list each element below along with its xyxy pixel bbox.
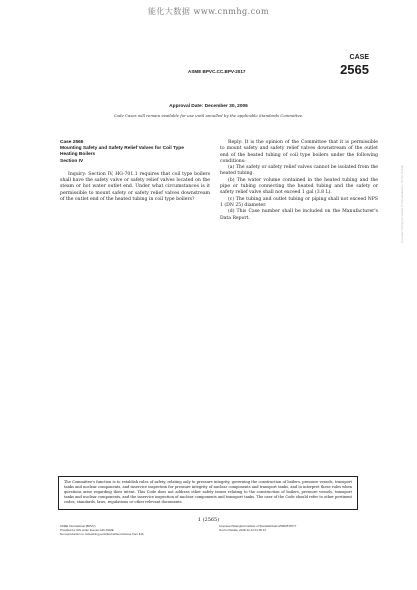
condition-d: (d) This Case number shall be included on the Manufacturer's Data Report. <box>220 209 378 221</box>
legal-right-line: Not for Resale, 2018-12-14 01:05:31 <box>219 527 266 532</box>
annulment-note: Code Cases will remain available for use until annulled by the applicable Standards Committee. <box>113 113 304 118</box>
reply-paragraph: Reply: It is the opinion of the Committee that it is permissible to mount safety and safety relief valves downstream of the outlet end of the heated tubing of coil type boilers under the following conditions: <box>220 140 378 164</box>
legal-left-line: ASME International (BPVC) <box>60 524 96 528</box>
legal-left-line: Provided by IHS under license with ASME <box>60 527 114 532</box>
case-title-subject-cont: Heating Boilers <box>60 152 96 158</box>
case-title-subject: Mounting Safety and Safety Relief Valves for Coil Type <box>60 146 184 152</box>
condition-b: (b) The water volume contained in the heated tubing and the pipe or tubing connecting the heated tubing and the safety or safety relief valve shall not exceed 1 gal (3.8 L). <box>220 177 378 196</box>
inquiry-paragraph: Inquiry: Section IV, HG-701.1 requires that coil type boilers shall have the safety valve or safety relief valves located on the steam or hot water outlet end. Under what circumstances is it permissible to mount safety or safety relief valves downstream of the outlet end of the heated tubing in coil type boilers? <box>60 171 210 202</box>
committee-notice-box: The Committee's function is to establish rules of safety, relating only to pressure integrity, governing the construction of boilers, pressure vessels, transport tanks and nuclear components, and inservice inspection for pressure integrity of nuclear components and transport tanks, and to interpret these rules when questions arise regarding their intent. This Code does not address other safety issues relating to the construction of boilers, pressure vessels, transport tanks and nuclear components, and the inservice inspection of nuclear components and transport tanks. The user of the Code should refer to other pertinent codes, standards, laws, regulations or other relevant documents. <box>58 476 358 510</box>
legal-notice-left <box>60 525 144 536</box>
condition-c: (c) The tubing and outlet tubing or piping shall not exceed NPS 1 (DN 25) diameter. <box>220 196 378 208</box>
watermark-text: 能化大数据 www.cnmhg.com <box>147 7 270 16</box>
case-title-number: Case 2565 <box>60 140 84 145</box>
legal-notice-right <box>219 525 296 533</box>
left-column <box>60 140 210 203</box>
legal-left-line: No reproduction or networking permitted without license from IHS <box>60 531 144 536</box>
case-title-section: Section IV <box>60 158 84 164</box>
page-number: 1 (2565) <box>197 517 220 523</box>
right-column <box>220 140 378 222</box>
condition-a: (a) The safety or safety relief valves cannot be isolated from the heated tubing. <box>220 165 378 177</box>
case-label: CASE <box>349 54 369 61</box>
standard-header: ASME BPVC.CC.BPV-2017 <box>188 69 246 74</box>
approval-date: Approval Date: December 30, 2006 <box>169 104 248 109</box>
legal-right-line: Licensee=Shanghai Institute of Standardization/5960578777 <box>219 524 297 528</box>
side-license-mark: Licensee=Shanghai Institute of Standardization, Not for Resale <box>400 165 404 243</box>
case-number: 2565 <box>340 62 369 77</box>
